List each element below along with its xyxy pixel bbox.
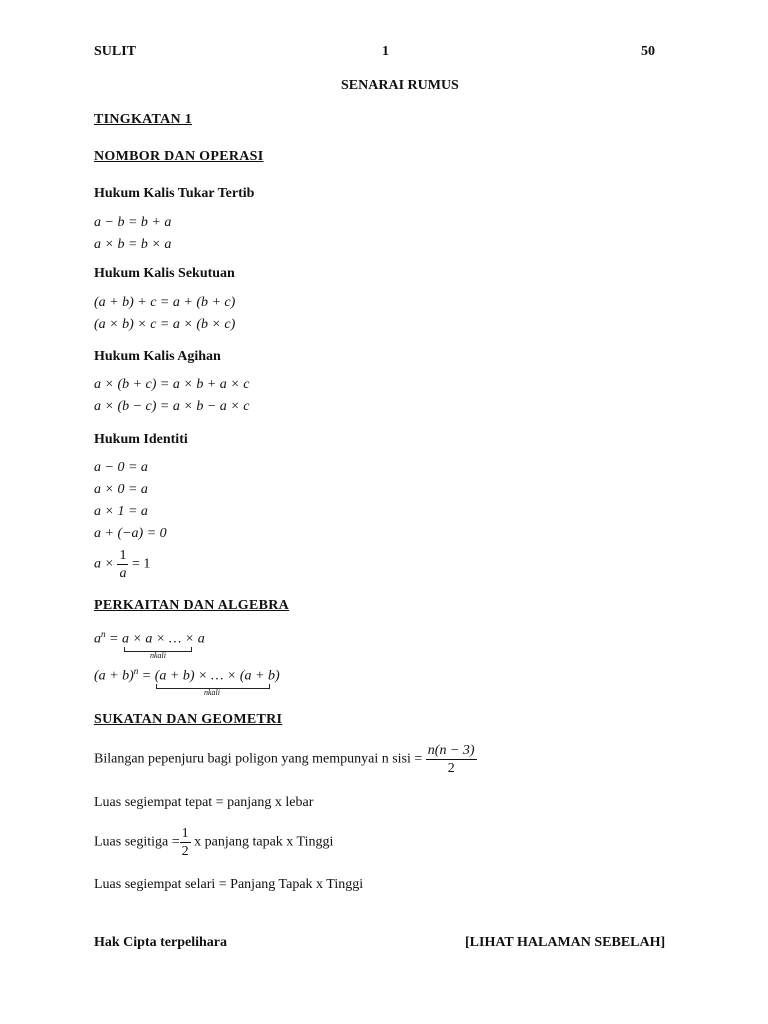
page-number: 1 xyxy=(382,44,389,59)
law-title-tukar-tertib: Hukum Kalis Tukar Tertib xyxy=(94,186,255,201)
power-1-exponent: n xyxy=(101,629,106,639)
segitiga-suffix: x panjang tapak x Tinggi xyxy=(194,834,334,850)
formula-power-2 xyxy=(94,666,280,685)
formula-identiti-3: a × 1 = a xyxy=(94,504,148,519)
formula-sekutuan-2: (a × b) × c = a × (b × c) xyxy=(94,317,236,332)
segitiga-prefix: Luas segitiga = xyxy=(94,834,180,850)
section-heading-nombor: NOMBOR DAN OPERASI xyxy=(94,149,264,164)
law-title-identiti: Hukum Identiti xyxy=(94,432,188,447)
pepenjuru-text: Bilangan pepenjuru bagi poligon yang mempunyai n sisi = xyxy=(94,751,423,767)
pepenjuru-fraction xyxy=(426,742,477,777)
footer-copyright: Hak Cipta terpelihara xyxy=(94,935,227,950)
power-2-base: (a + b) xyxy=(94,668,134,684)
formula-identiti-5-prefix: a × xyxy=(94,556,114,572)
power-2-exponent: n xyxy=(133,666,139,676)
pepenjuru-denominator: 2 xyxy=(447,761,455,776)
footer-next-page: [LIHAT HALAMAN SEBELAH] xyxy=(465,935,666,950)
formula-agihan-2: a × (b − c) = a × b − a × c xyxy=(94,399,250,414)
law-title-agihan: Hukum Kalis Agihan xyxy=(94,349,221,364)
formula-identiti-5-suffix: = 1 xyxy=(131,556,151,572)
formula-identiti-1: a − 0 = a xyxy=(94,460,148,475)
underbrace-1-label: nkali xyxy=(150,651,166,660)
underbrace-2-label: nkali xyxy=(204,688,220,697)
segitiga-fraction xyxy=(180,825,191,860)
power-2-rhs: = (a + b) × … × (a + b) xyxy=(141,668,280,684)
law-title-sekutuan: Hukum Kalis Sekutuan xyxy=(94,266,235,281)
section-heading-geometri: SUKATAN DAN GEOMETRI xyxy=(94,712,283,727)
header-total: 50 xyxy=(641,44,655,59)
section-heading-algebra: PERKAITAN DAN ALGEBRA xyxy=(94,598,290,613)
formula-tukar-tertib-2: a × b = b × a xyxy=(94,237,172,252)
formula-identiti-5 xyxy=(94,547,150,582)
formula-sekutuan-1: (a + b) + c = a + (b + c) xyxy=(94,295,236,310)
segitiga-numerator: 1 xyxy=(181,826,189,841)
fraction-numerator: 1 xyxy=(119,548,127,563)
pepenjuru-numerator: n(n − 3) xyxy=(427,743,475,758)
formula-segiempat-tepat: Luas segiempat tepat = panjang x lebar xyxy=(94,795,314,810)
form-heading: TINGKATAN 1 xyxy=(94,112,193,127)
formula-identiti-2: a × 0 = a xyxy=(94,482,148,497)
fraction-denominator: a xyxy=(119,566,127,581)
formula-segiempat-selari: Luas segiempat selari = Panjang Tapak x Tinggi xyxy=(94,877,364,892)
fraction-one-over-a xyxy=(117,547,128,582)
segitiga-denominator: 2 xyxy=(181,844,189,859)
formula-tukar-tertib-1: a − b = b + a xyxy=(94,215,172,230)
power-1-base: a xyxy=(94,631,101,647)
formula-pepenjuru xyxy=(94,742,477,777)
formula-identiti-4: a + (−a) = 0 xyxy=(94,526,167,541)
formula-segitiga xyxy=(94,825,333,860)
page-title: SENARAI RUMUS xyxy=(341,78,459,93)
power-1-rhs: = a × a × … × a xyxy=(109,631,205,647)
formula-power-1 xyxy=(94,629,205,648)
formula-agihan-1: a × (b + c) = a × b + a × c xyxy=(94,377,250,392)
header-sulit: SULIT xyxy=(94,44,137,59)
